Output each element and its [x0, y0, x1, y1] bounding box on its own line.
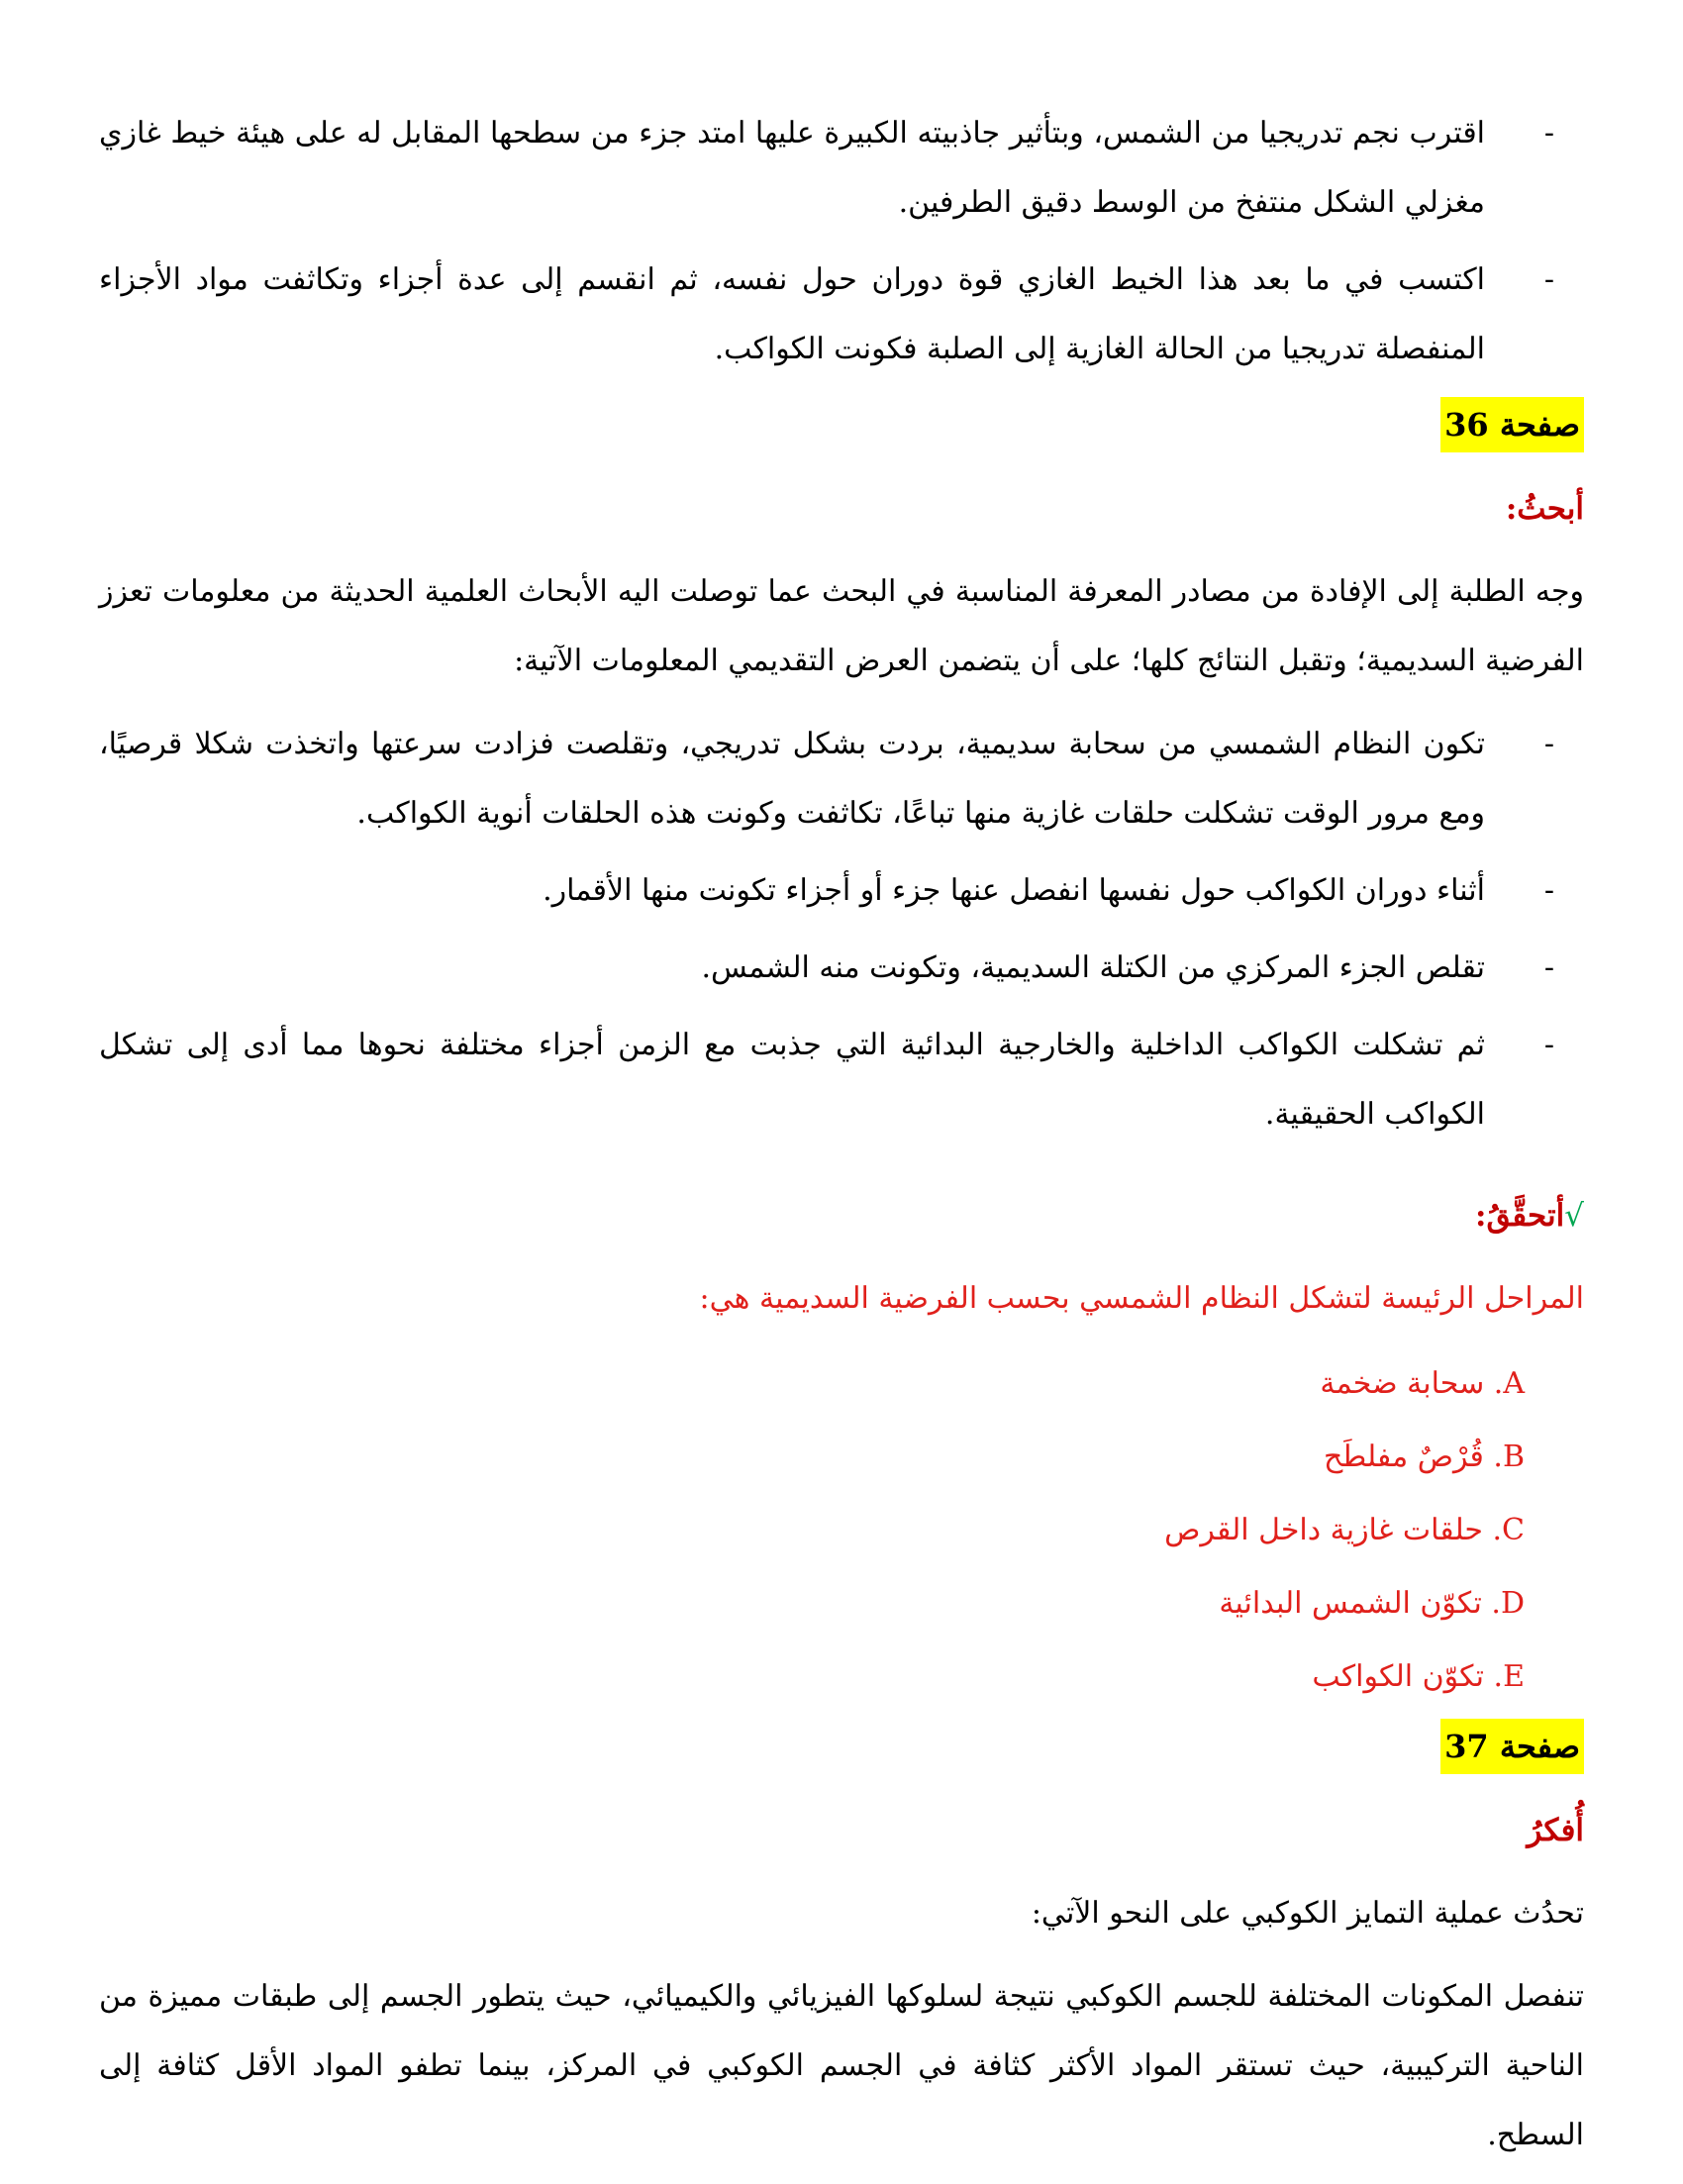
check-heading: أتحقَّقُ: [1475, 1198, 1565, 1234]
document-page [99, 99, 1584, 2184]
think-heading: أُفكرُ [1527, 1813, 1584, 1848]
page-36-marker: صفحة 36 [1440, 397, 1584, 452]
think-body: تنفصل المكونات المختلفة للجسم الكوكبي نتيجة لسلوكها الفيزيائي والكيميائي، حيث يتطور الجسم إلى طبقات مميزة من الناحية التركيبية، حيث تستقر المواد الأكثر كثافة في الجسم الكوكبي في المركز، بينما تطفو المواد الأقل كثافة إلى السطح. [99, 1979, 1584, 2152]
check-option: C. حلقات غازية داخل القرص [1164, 1513, 1525, 1547]
check-option: A. سحابة ضخمة [1320, 1366, 1525, 1401]
checkmark-icon: √ [1564, 1198, 1584, 1234]
check-heading-row [99, 1181, 1584, 1250]
check-question: المراحل الرئيسة لتشكل النظام الشمسي بحسب الفرضية السديمية هي: [699, 1281, 1584, 1316]
intro-bullet: - اكتسب في ما بعد هذا الخيط الغازي قوة دوران حول نفسه، ثم انقسم إلى عدة أجزاء وتكاثفت مواد الأجزاء المنفصلة تدريجيا من الحالة الغازية إلى الصلبة فكونت الكواكب. [99, 246, 1584, 384]
check-option: D. تكوّن الشمس البدائية [1219, 1586, 1525, 1621]
research-intro: وجه الطلبة إلى الإفادة من مصادر المعرفة المناسبة في البحث عما توصلت اليه الأبحاث العلمية الحديثة من معلومات تعزز الفرضية السديمية؛ وتقبل النتائج كلها؛ على أن يتضمن العرض التقديمي المعلومات الآتية: [99, 574, 1584, 678]
research-heading: أبحثُ: [1505, 491, 1584, 527]
check-options-list [99, 1347, 1584, 1714]
research-point: - أثناء دوران الكواكب حول نفسها انفصل عنها جزء أو أجزاء تكونت منها الأقمار. [99, 856, 1584, 926]
research-point: - تقلص الجزء المركزي من الكتلة السديمية، وتكونت منه الشمس. [99, 934, 1584, 1003]
intro-bullet-list [99, 99, 1584, 384]
page-37-marker: صفحة 37 [1440, 1719, 1584, 1774]
intro-bullet: - اقترب نجم تدريجيا من الشمس، وبتأثير جاذبيته الكبيرة عليها امتد جزء من سطحها المقابل له على هيئة خيط غازي مغزلي الشكل منتفخ من الوسط دقيق الطرفين. [99, 99, 1584, 238]
check-option: E. تكوّن الكواكب [1312, 1659, 1525, 1694]
think-intro: تحدُث عملية التمايز الكوكبي على النحو الآتي: [1031, 1896, 1584, 1931]
research-point: - تكون النظام الشمسي من سحابة سديمية، بردت بشكل تدريجي، وتقلصت فزادت سرعتها واتخذت شكلا قرصيًا، ومع مرور الوقت تشكلت حلقات غازية منها تباعًا، تكاثفت وكونت هذه الحلقات أنوية الكواكب. [99, 710, 1584, 848]
research-point: - ثم تشكلت الكواكب الداخلية والخارجية البدائية التي جذبت مع الزمن أجزاء مختلفة نحوها مما أدى إلى تشكل الكواكب الحقيقية. [99, 1011, 1584, 1149]
check-option: B. قُرْصٌ مفلطَح [1324, 1439, 1525, 1474]
research-point-list [99, 710, 1584, 1149]
